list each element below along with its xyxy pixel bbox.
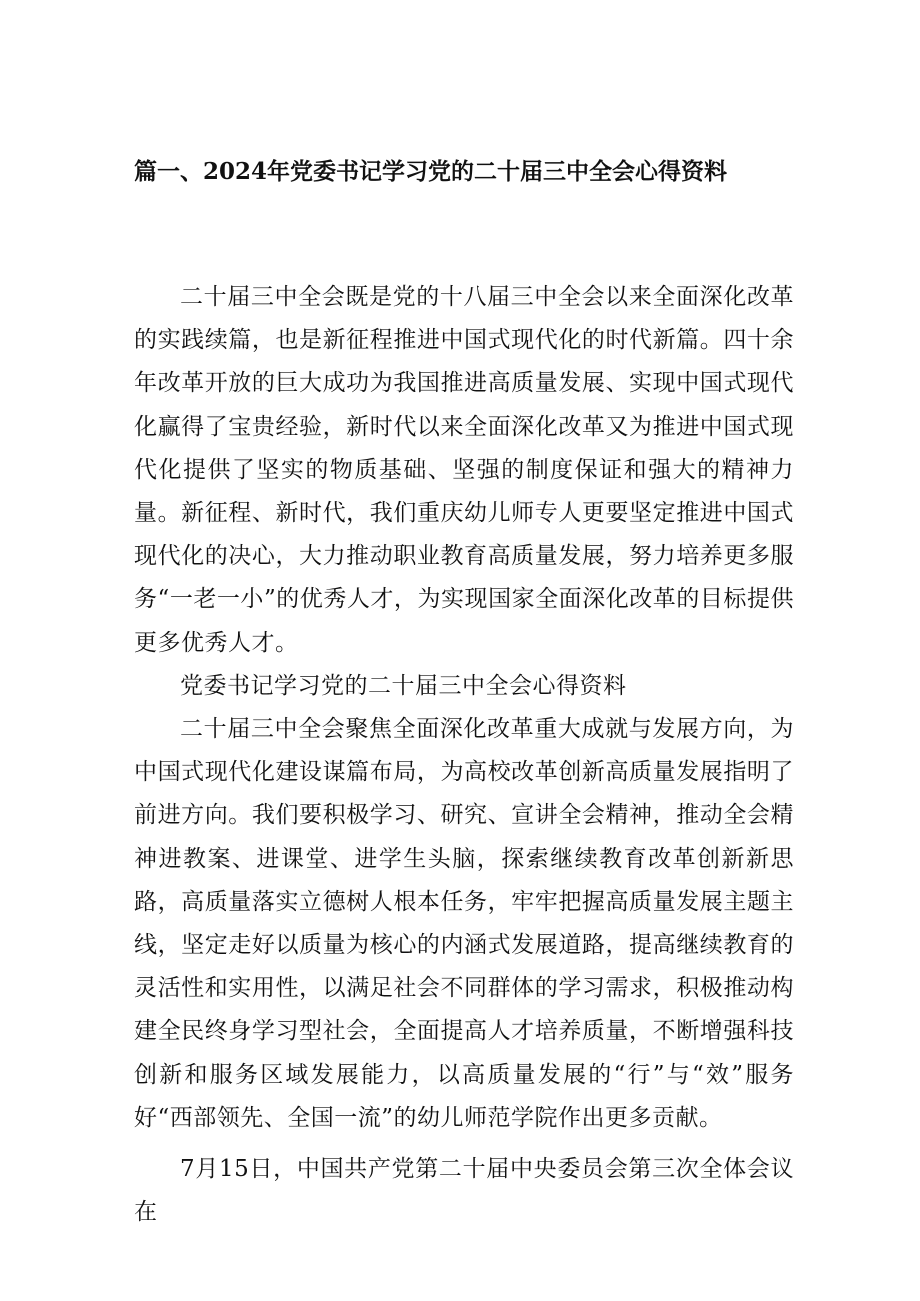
paragraph-2: 二十届三中全会聚焦全面深化改革重大成就与发展方向，为中国式现代化建设谋篇布局，为高校改革创新高质量发展指明了前进方向。我们要积极学习、研究、宣讲全会精神，推动全会精神进教案、进课堂、进学生头脑，探索继续教育改革创新新思路，高质量落实立德树人根本任务，牢牢把握高质量发展主题主线，坚定走好以质量为核心的内涵式发展道路，提高继续教育的灵活性和实用性，以满足社会不同群体的学习需求，积极推动构建全民终身学习型社会，全面提高人才培养质量，不断增强科技创新和服务区域发展能力，以高质量发展的“行”与“效”服务好“西部领先、全国一流”的幼儿师范学院作出更多贡献。 <box>134 716 794 1131</box>
paragraph-1: 二十届三中全会既是党的十八届三中全会以来全面深化改革的实践续篇，也是新征程推进中国式现代化的时代新篇。四十余年改革开放的巨大成功为我国推进高质量发展、实现中国式现代化赢得了宝贵经验，新时代以来全面深化改革又为推进中国式现代化提供了坚实的物质基础、坚强的制度保证和强大的精神力量。新征程、新时代，我们重庆幼儿师专人更要坚定推进中国式现代化的决心，大力推动职业教育高质量发展，努力培养更多服务“一老一小”的优秀人才，为实现国家全面深化改革的目标提供更多优秀人才。 <box>134 284 794 656</box>
document-body <box>134 276 794 1234</box>
paragraph-3: 7月15日，中国共产党第二十届中央委员会第三次全体会议在 <box>134 1156 794 1226</box>
document-title: 篇一、2024年党委书记学习党的二十届三中全会心得资料 <box>134 158 728 185</box>
section-subheading: 党委书记学习党的二十届三中全会心得资料 <box>180 672 627 699</box>
